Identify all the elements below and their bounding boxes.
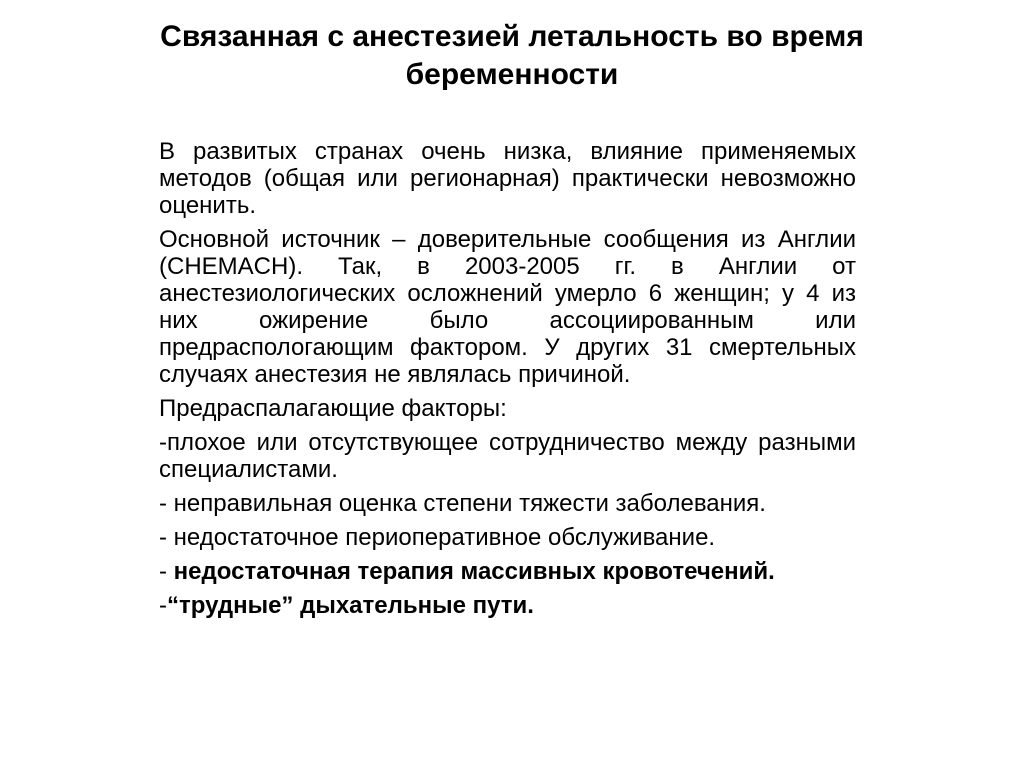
factor-item-airway-prefix: - <box>159 592 167 619</box>
factor-item-assessment: - неправильная оценка степени тяжести заболевания. <box>159 490 766 517</box>
paragraph-factors-heading: Предраспалагающие факторы: <box>159 395 507 422</box>
factor-item-airway-text: “трудные” дыхательные пути. <box>167 592 534 619</box>
paragraph-main-source: Основной источник – доверительные сообщения из Англии (CHEMACH). Так, в 2003-2005 гг. в Англии от анестезиологических осложнений умерло 6 женщин; у 4 из них ожирение было ассоциированным или предраспологающим фактором. У других 31 смертельных случаях анестезия не являлась причиной. <box>159 226 856 388</box>
factor-item-bleeding-text: недостаточная терапия массивных кровотечений. <box>173 558 775 585</box>
factor-item-bleeding <box>159 558 856 585</box>
factor-item-perioperative: - недостаточное периоперативное обслуживание. <box>159 524 716 551</box>
factor-item-cooperation: -плохое или отсутствующее сотрудничество между разными специалистами. <box>159 429 856 483</box>
slide-title: Связанная с анестезией летальность во время беременности <box>160 20 864 91</box>
paragraph-intro: В развитых странах очень низка, влияние применяемых методов (общая или регионарная) практически невозможно оценить. <box>159 138 856 219</box>
factor-item-airway <box>159 592 856 619</box>
factor-item-bleeding-prefix: - <box>159 558 174 585</box>
slide-body <box>159 138 856 626</box>
